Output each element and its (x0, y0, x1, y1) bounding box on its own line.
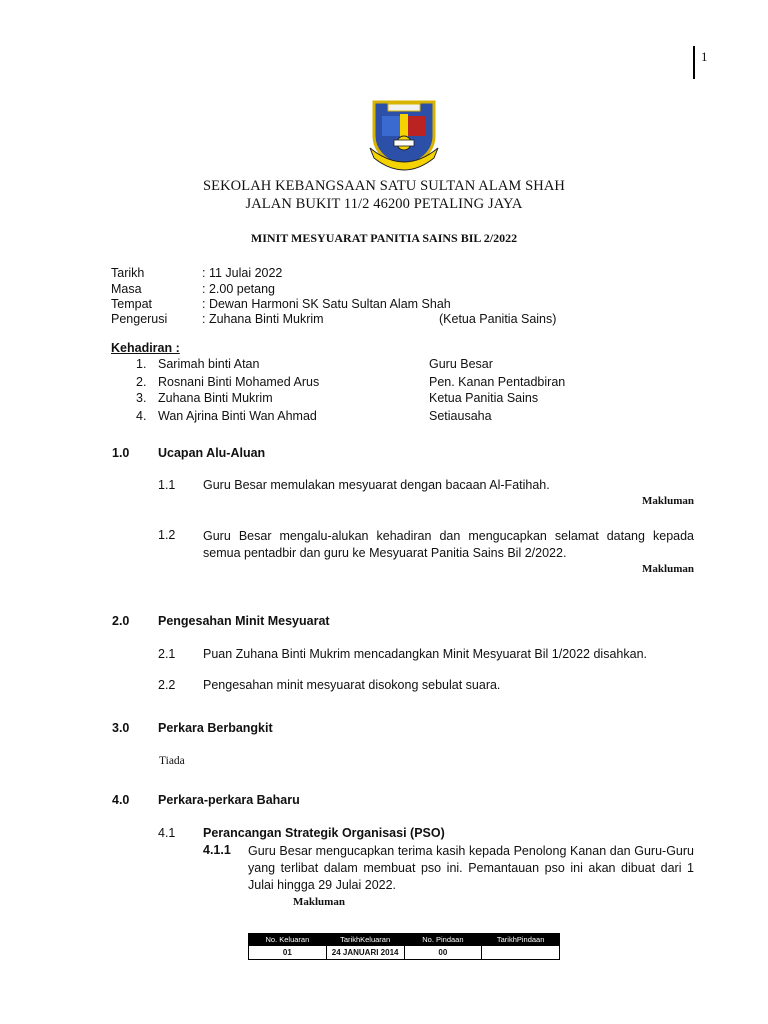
section-title: Perkara Berbangkit (158, 721, 273, 735)
attendance-num: 1. (136, 357, 147, 371)
attendance-num: 4. (136, 409, 147, 423)
item-number: 2.1 (158, 647, 176, 661)
item-number: 1.1 (158, 478, 176, 492)
subsubsection-number: 4.1.1 (203, 843, 231, 857)
section-number: 4.0 (112, 793, 130, 807)
table-row (249, 946, 560, 960)
table-cell (482, 946, 560, 960)
attendance-name: Sarimah binti Atan (158, 357, 260, 371)
info-value: : Dewan Harmoni SK Satu Sultan Alam Shah (202, 297, 451, 311)
subsubsection-text: Guru Besar mengucapkan terima kasih kepada Penolong Kanan dan Guru-Guru yang terlibat dalam membuat pso ini. Pemantauan pso ini akan dibuat dari 1 Julai hingga 29 Julai 2022. (248, 844, 694, 892)
item-note: Makluman (642, 563, 694, 575)
revision-table-header (249, 934, 560, 946)
table-header-cell: No. Pindaan (404, 934, 482, 946)
item-note: Makluman (642, 495, 694, 507)
subsection-number: 4.1 (158, 826, 176, 840)
item-text: Puan Zuhana Binti Mukrim mencadangkan Minit Mesyuarat Bil 1/2022 disahkan. (203, 647, 647, 661)
section-body: Tiada (159, 755, 185, 767)
attendance-heading: Kehadiran : (111, 341, 180, 355)
table-cell: 24 JANUARI 2014 (326, 946, 404, 960)
item-text: Guru Besar memulakan mesyuarat dengan bacaan Al-Fatihah. (203, 478, 550, 492)
info-value: : 2.00 petang (202, 282, 275, 296)
info-label: Pengerusi (111, 312, 168, 326)
item-number: 1.2 (158, 528, 176, 542)
item-number: 2.2 (158, 678, 176, 692)
school-name: SEKOLAH KEBANGSAAN SATU SULTAN ALAM SHAH (202, 178, 565, 194)
table-header-cell: TarikhKeluaran (326, 934, 404, 946)
document-title: MINIT MESYUARAT PANITIA SAINS BIL 2/2022 (250, 231, 518, 245)
section-title: Pengesahan Minit Mesyuarat (158, 614, 330, 628)
section-title: Ucapan Alu-Aluan (158, 446, 266, 460)
info-extra: (Ketua Panitia Sains) (439, 312, 557, 326)
attendance-role: Pen. Kanan Pentadbiran (429, 375, 566, 389)
attendance-role: Ketua Panitia Sains (429, 391, 539, 405)
attendance-num: 2. (136, 375, 147, 389)
attendance-name: Wan Ajrina Binti Wan Ahmad (158, 409, 317, 423)
page-number-rule (693, 46, 695, 79)
attendance-num: 3. (136, 391, 147, 405)
school-crest-logo (368, 96, 440, 176)
info-value: : Zuhana Binti Mukrim (202, 312, 324, 326)
section-title: Perkara-perkara Baharu (158, 793, 300, 807)
section-number: 3.0 (112, 721, 130, 735)
info-label: Tarikh (111, 266, 145, 280)
attendance-role: Guru Besar (429, 357, 493, 371)
subsection-title: Perancangan Strategik Organisasi (PSO) (203, 826, 445, 840)
section-number: 2.0 (112, 614, 130, 628)
revision-table (248, 933, 560, 960)
school-address: JALAN BUKIT 11/2 46200 PETALING JAYA (245, 196, 523, 212)
info-label: Tempat (111, 297, 152, 311)
info-value: : 11 Julai 2022 (202, 266, 283, 280)
table-cell: 00 (404, 946, 482, 960)
table-cell: 01 (249, 946, 327, 960)
table-header-cell: No. Keluaran (249, 934, 327, 946)
item-text: Guru Besar mengalu-alukan kehadiran dan mengucapkan selamat datang kepada semua pentadbir dan guru ke Mesyuarat Panitia Sains Bil 2/2022. (203, 529, 694, 560)
item-text: Pengesahan minit mesyuarat disokong sebulat suara. (203, 678, 501, 692)
attendance-name: Rosnani Binti Mohamed Arus (158, 375, 320, 389)
table-header-cell: TarikhPindaan (482, 934, 560, 946)
attendance-role: Setiausaha (429, 409, 492, 423)
subsubsection-note: Makluman (293, 896, 345, 908)
section-number: 1.0 (112, 446, 130, 460)
page-number: 1 (701, 49, 708, 64)
attendance-name: Zuhana Binti Mukrim (158, 391, 273, 405)
info-label: Masa (111, 282, 142, 296)
